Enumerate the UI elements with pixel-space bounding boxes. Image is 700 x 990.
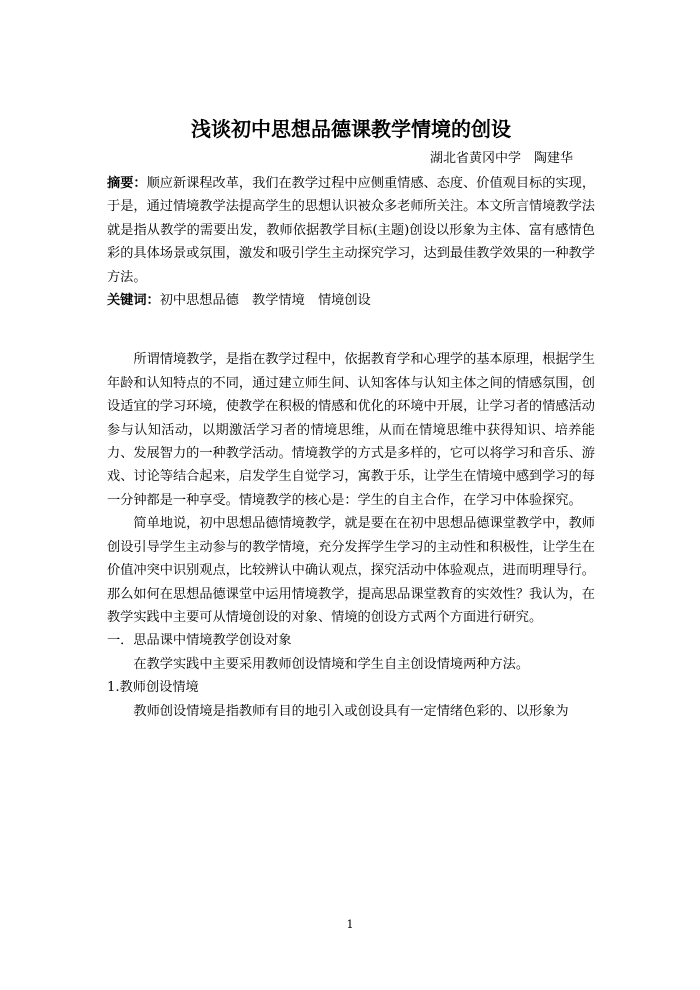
- subsection-paragraph: 教师创设情境是指教师有目的地引入或创设具有一定情绪色彩的、以形象为: [133, 703, 569, 719]
- abstract-text: 顺应新课程改革，我们在教学过程中应侧重情感、态度、价值观目标的实现，于是，通过情境教学法提高学生的思想认识被众多老师所关注。本文所言情境教学法就是指从教学的需要出发，教师依据教学目标(主题)创设以形象为主体、富有感情色彩的具体场景或氛围，激发和吸引学生主动探究学习，达到最佳教学效果的一种教学方法。: [107, 176, 596, 285]
- section-heading: 一．思品课中情境教学创设对象: [107, 633, 292, 649]
- abstract-label: 摘要：: [107, 176, 147, 191]
- keywords-text: 初中思想品德 教学情境 情境创设: [159, 293, 371, 309]
- subsection-heading: 1.教师创设情境: [107, 680, 199, 696]
- author-line: 湖北省黄冈中学 陶建华: [429, 151, 573, 166]
- keywords-label: 关键词：: [107, 293, 160, 309]
- section-paragraph: 在教学实践中主要采用教师创设情境和学生自主创设情境两种方法。: [133, 656, 530, 672]
- page-number: 1: [346, 918, 354, 931]
- page-content: [107, 112, 595, 723]
- document-title: 浅谈初中思想品德课教学情境的创设: [191, 117, 511, 141]
- body-paragraph: 简单地说，初中思想品德情境教学，就是要在在初中思想品德课堂教学中，教师创设引导学生主动参与的教学情境，充分发挥学生学习的主动性和积极性，让学生在价值冲突中识别观点，比较辨认中确认观点，探究活动中体验观点，进而明理导行。那么如何在思想品德课堂中运用情境教学，提高思品课堂教育的实效性？我认为，在教学实践中主要可从情境创设的对象、情境的创设方式两个方面进行研究。: [107, 516, 595, 625]
- abstract: [107, 172, 595, 289]
- keywords: [107, 289, 595, 312]
- body-paragraph: 所谓情境教学，是指在教学过程中，依据教育学和心理学的基本原理，根据学生年龄和认知特点的不同，通过建立师生间、认知客体与认知主体之间的情感氛围，创设适宜的学习环境，使教学在积极的情感和优化的环境中开展，让学习者的情感活动参与认知活动，以期激活学习者的情境思维，从而在情境思维中获得知识、培养能力、发展智力的一种教学活动。情境教学的方式是多样的，它可以将学习和音乐、游戏、讨论等结合起来，启发学生自觉学习，寓教于乐，让学生在情境中感到学习的每一分钟都是一种享受。情境教学的核心是：学生的自主合作，在学习中体验探究。: [107, 352, 595, 508]
